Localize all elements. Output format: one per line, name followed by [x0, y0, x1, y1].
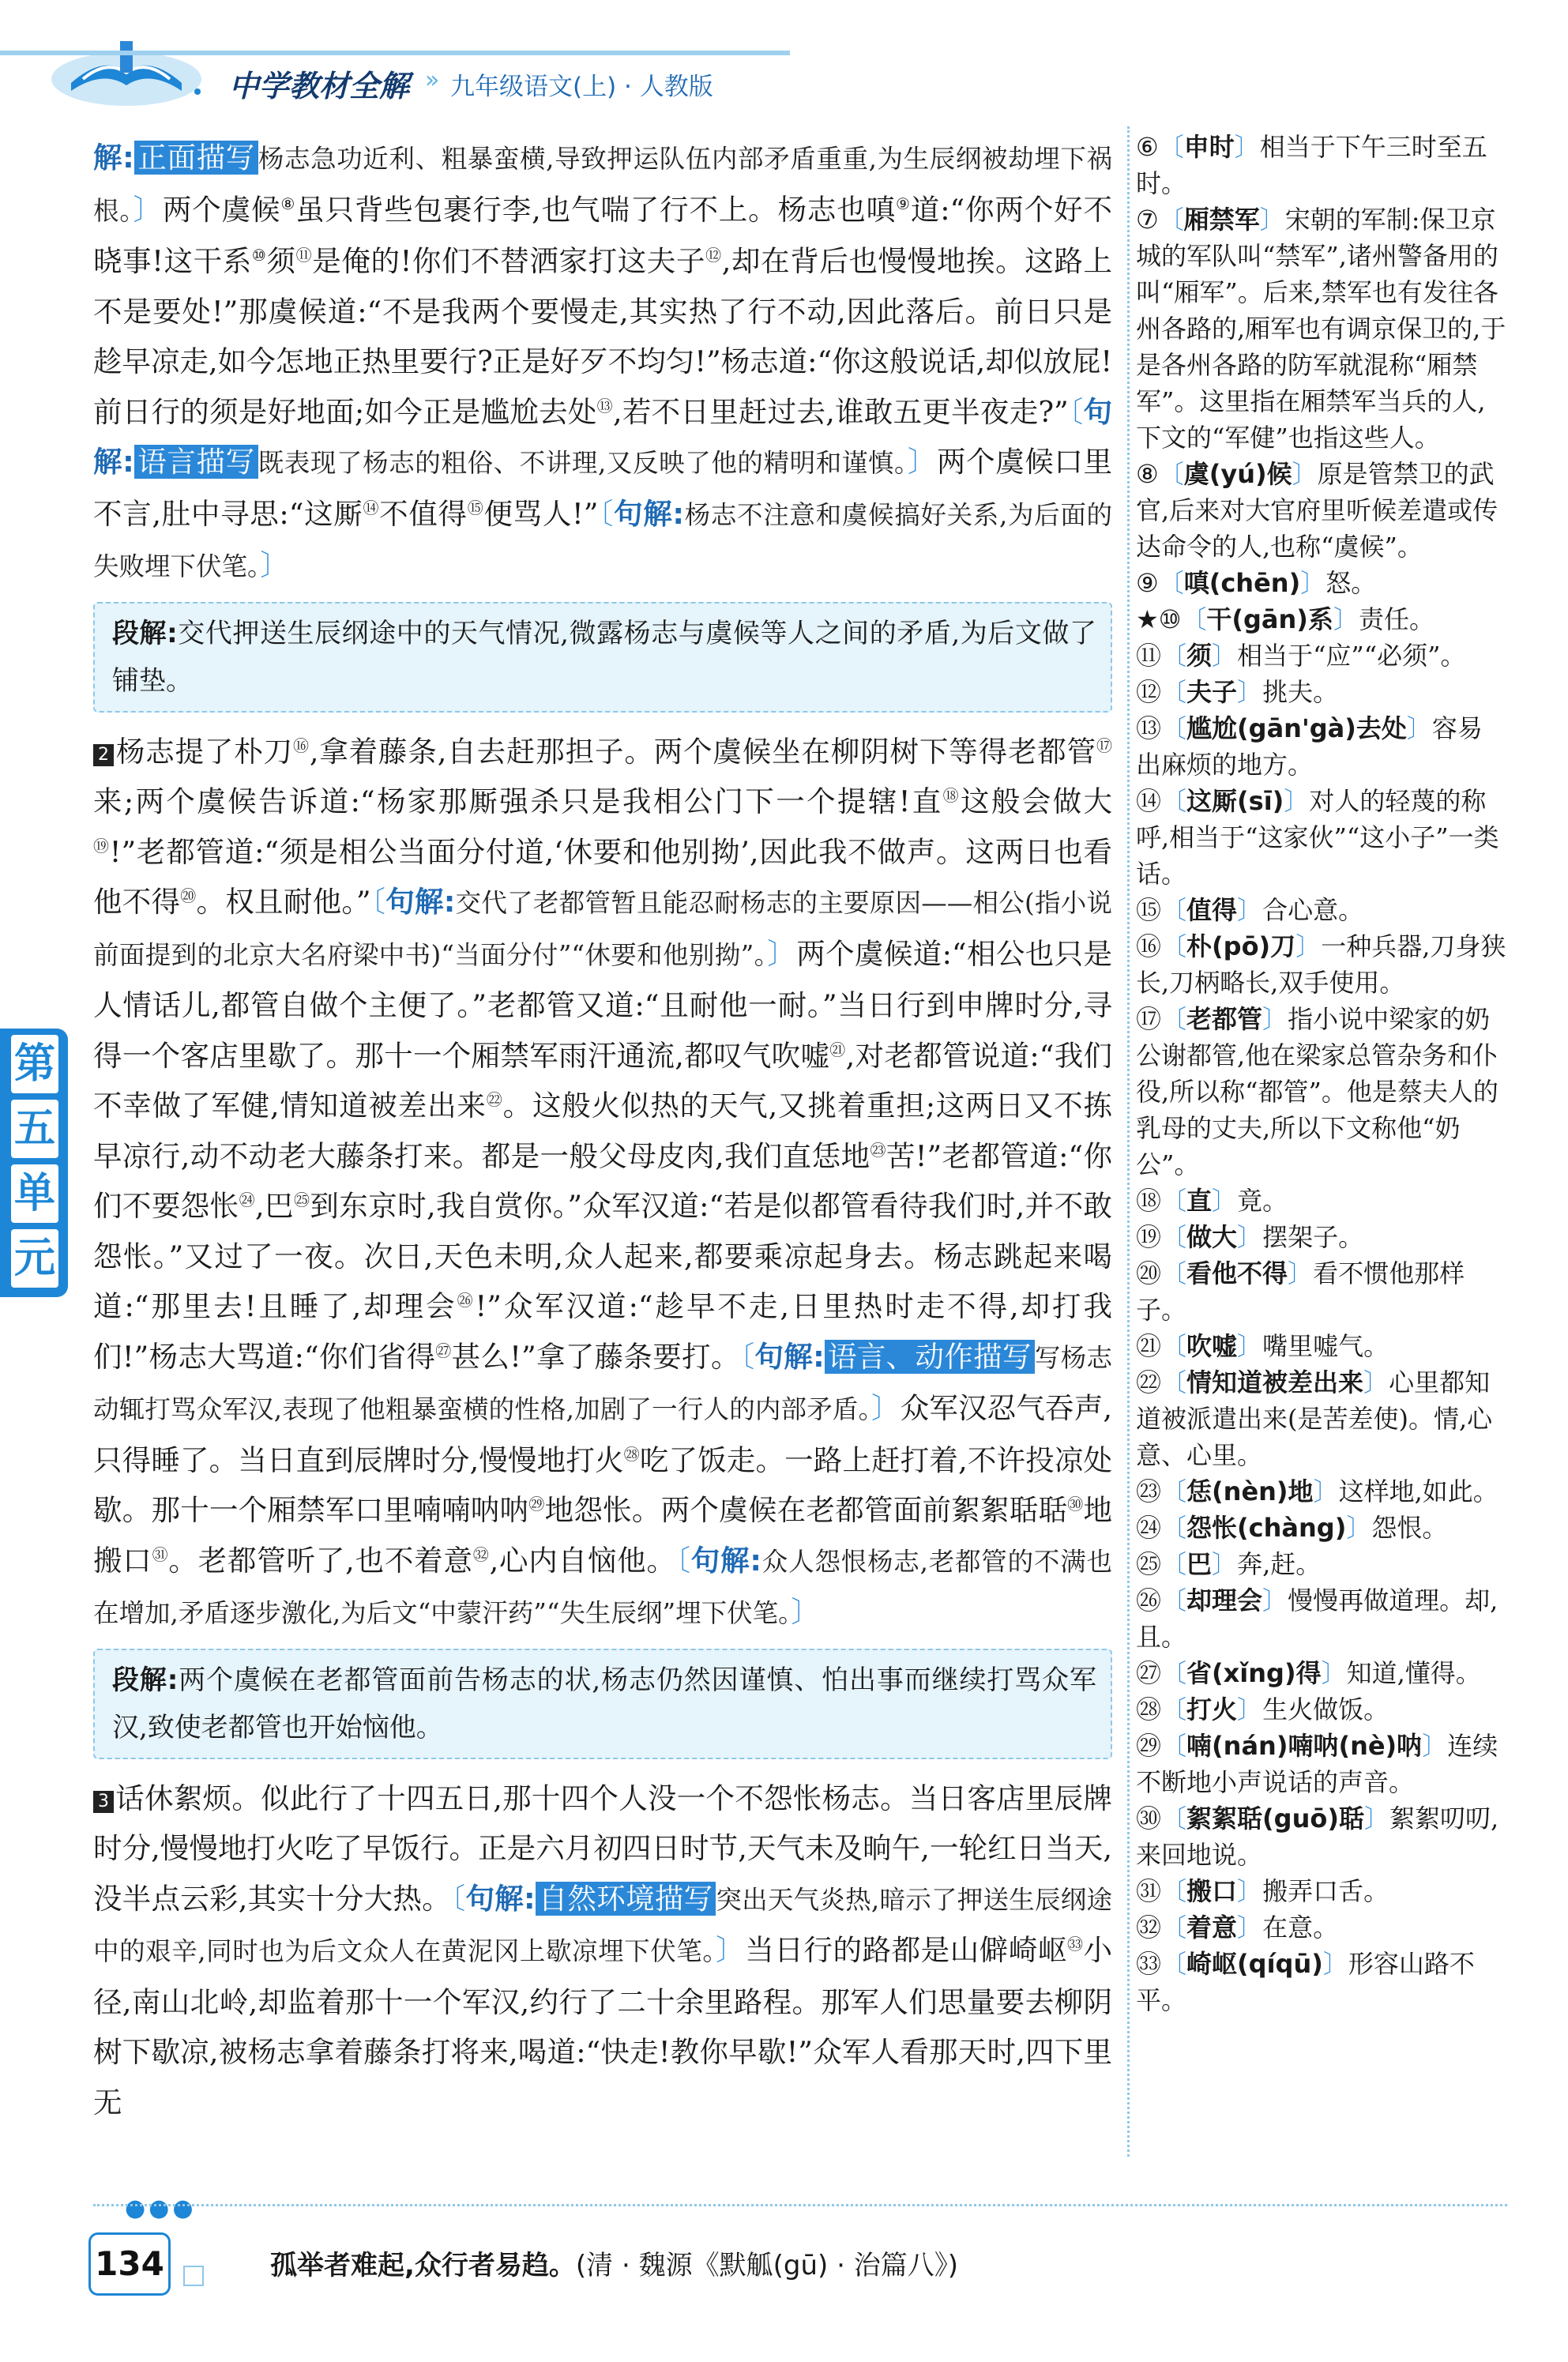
footnote-term: 省(xǐng)得 — [1186, 1658, 1322, 1688]
text-run: 两个虞候道:“相公也只是人情话儿,都管自做个主便了。”老都管又道:“且耐他一耐。”当日行到申牌时分,寻得一个客店里歇了。那十一个厢禁军雨汗通流,都叹气吹嘘 — [93, 936, 1112, 1073]
technique-tag: 正面描写 — [134, 141, 258, 175]
footnote-term: 打火 — [1186, 1694, 1238, 1724]
text-run: !”众军汉道:“趁早不走,日里热时走不得,却打我们!”杨志大骂道:“你们省得 — [93, 1289, 1112, 1374]
quote-text: 孤举者难起,众行者易趋。 — [270, 2250, 576, 2281]
unit-side-tab — [0, 1029, 68, 1297]
text-run: 不值得 — [379, 496, 468, 531]
text-run: ,对老都管说道:“我们不幸做了军健,情知道被差出来 — [93, 1038, 1113, 1123]
footnote-ref: ⑮ — [467, 498, 484, 517]
annotation-label: 句解: — [93, 394, 1113, 479]
series-title: 中学教材全解 — [229, 69, 410, 103]
footnote-item: ⑲〔做大〕摆架子。 — [1136, 1222, 1364, 1252]
footnote-ref: ⑪ — [295, 245, 313, 265]
text-run: ,心内自恼他。 — [489, 1543, 676, 1578]
footnote-term: 老都管 — [1186, 1004, 1263, 1034]
annotation-label: 句解: — [465, 1881, 536, 1916]
footnote-item: ㉗〔省(xǐng)得〕知道,懂得。 — [1136, 1658, 1481, 1688]
footnote-number: ⑦ — [1136, 205, 1159, 235]
footnote-number: ㉓ — [1136, 1476, 1162, 1506]
footnote-number: ⑫ — [1136, 677, 1162, 707]
footnote-item: ㉑〔吹嘘〕嘴里嘘气。 — [1136, 1331, 1389, 1361]
footnote-number: ㉙ — [1136, 1731, 1162, 1761]
book-subtitle: 九年级语文(上) · 人教版 — [450, 73, 713, 101]
annotation-text: 众人怨恨杨志,老都管的不满也在增加,矛盾逐步激化,为后文“中蒙汗药”“失生辰纲”埋下伏笔。 — [93, 1546, 1112, 1628]
square-icon — [183, 2266, 204, 2286]
footnote-ref: ㉗ — [435, 1341, 452, 1360]
quote-source: (清 · 魏源《默觚(gū) · 治篇八》) — [575, 2250, 958, 2281]
footnote-ref: ⑨ — [896, 194, 911, 213]
footnote-text: 絮絮叨叨,来回地说。 — [1136, 1803, 1499, 1870]
footnote-term: 做大 — [1186, 1222, 1238, 1252]
footnote-text: 看不惯他那样子。 — [1136, 1258, 1465, 1325]
paragraph-3: 3 话休絮烦。似此行了十四五日,那十四个人没一个不怨怅杨志。当日客店里辰牌时分,慢慢地打火吃了早饭行。正是六月初四日时节,天气未及晌午,一轮红日当天,没半点云彩,其实十分大热。〔句解: 自然环境描写 突出天气炎热,暗示了押送生辰纲途中的艰辛,同时也为后文众人在黄泥冈上歇凉埋下伏笔。〕当日行的路都是山僻崎岖$^㉝$小径,南山北岭,却监着那十一个军汉,约行了二十余里路程。那军人们思量要去柳阴树下歇凉,被杨志拿着藤条打将来,喝道:“快走!教你早歇!”众军人看那天时,四下里无 — [93, 1781, 1113, 2119]
footnote-item: ㉚〔絮絮聒(guō)聒〕絮絮叨叨,来回地说。 — [1136, 1803, 1499, 1870]
footnote-text: 怒。 — [1325, 568, 1377, 598]
footnote-term: 直 — [1186, 1186, 1213, 1216]
text-run: 。老都管听了,也不着意 — [168, 1543, 473, 1578]
footnote-term: 怨怅(chàng) — [1186, 1513, 1347, 1543]
footnote-ref: ⑫ — [705, 245, 722, 265]
footnote-number: ⑳ — [1136, 1258, 1162, 1288]
text-run: ,巴 — [255, 1189, 294, 1223]
text-run: 杨志提了朴刀 — [115, 734, 293, 769]
footnote-number: ⑧ — [1136, 459, 1159, 489]
footnote-term: 厢禁军 — [1183, 205, 1260, 235]
footnote-text: 这样地,如此。 — [1338, 1476, 1498, 1506]
text-run: 话休絮烦。似此行了十四五日,那十四个人没一个不怨怅杨志。当日客店里辰牌时分,慢慢地打火吃了早饭行。正是六月初四日时节,天气未及晌午,一轮红日当天,没半点云彩,其实十分大热。 — [93, 1781, 1112, 1916]
footnote-number: ★⑩ — [1136, 604, 1182, 634]
footnote-number: ⑬ — [1136, 713, 1162, 743]
footnote-text: 指小说中梁家的奶公谢都管,他在梁家总管杂务和仆役,所以称“都管”。他是蔡夫人的乳母的丈夫,所以下文称他“奶公”。 — [1136, 1004, 1498, 1179]
text-run: !”老都管道:“须是相公当面分付道,‘休要和他别拗’,因此我不做声。这两日也看他不得 — [93, 834, 1112, 919]
text-run: 众军汉忍气吞声,只得睡了。当日直到辰牌时分,慢慢地打火 — [93, 1391, 1113, 1477]
footnote-term: 须 — [1186, 641, 1213, 671]
column-divider — [1127, 126, 1130, 2157]
technique-tag: 语言、动作描写 — [825, 1340, 1035, 1374]
text-run: 当日行的路都是山僻崎岖 — [745, 1933, 1067, 1967]
footnote-text: 在意。 — [1262, 1913, 1339, 1943]
footnote-text: 心里都知道被派遣出来(是苦差使)。情,心意、心里。 — [1136, 1367, 1493, 1470]
technique-tag: 自然环境描写 — [536, 1882, 716, 1916]
footnote-item: ㉙〔喃(nán)喃呐(nè)呐〕连续不断地小声说话的声音。 — [1136, 1731, 1498, 1797]
text-run: 。这般火似热的天气,又挑着重担;这两日又不拣早凉行,动不动老大藤条打来。都是一般父母皮肉,我们直恁地 — [93, 1089, 1112, 1173]
footnote-item: ⑰〔老都管〕指小说中梁家的奶公谢都管,他在梁家总管杂务和仆役,所以称“都管”。他是蔡夫人的乳母的丈夫,所以下文称他“奶公”。 — [1136, 1004, 1498, 1179]
footnote-ref: ⑰ — [1096, 735, 1113, 755]
footnote-term: 这厮(sī) — [1186, 786, 1284, 816]
chevron-right-icon: » — [425, 66, 440, 94]
footnote-text: 连续不断地小声说话的声音。 — [1136, 1731, 1498, 1797]
footnote-number: ㉛ — [1136, 1876, 1162, 1906]
footnote-number: ㉕ — [1136, 1549, 1162, 1579]
footnote-ref: ㉒ — [486, 1089, 503, 1109]
text-run: 地搬口 — [93, 1493, 1113, 1578]
footnote-term: 虞(yú)候 — [1183, 459, 1292, 489]
text-run: ,若不日里赶过去,谁敢五更半夜走?” — [612, 394, 1069, 429]
footnote-text: 容易出麻烦的地方。 — [1136, 713, 1483, 780]
footnote-text: 相当于下午三时至五时。 — [1136, 132, 1487, 198]
footnote-ref: ㉙ — [528, 1494, 545, 1514]
footnote-number: ⑥ — [1136, 132, 1159, 162]
footnote-term: 却理会 — [1186, 1585, 1263, 1615]
footnote-item: ⑨〔嗔(chēn)〕怒。 — [1136, 568, 1377, 598]
footnote-term: 崎岖(qíqū) — [1186, 1949, 1323, 1979]
footnote-ref: ㉔ — [239, 1190, 256, 1209]
annotation-label: 句解: — [690, 1543, 761, 1578]
footnote-item: ㉛〔搬口〕搬弄口舌。 — [1136, 1876, 1389, 1906]
footnote-item: ⑥〔申时〕相当于下午三时至五时。 — [1136, 132, 1487, 198]
footnote-number: ㉘ — [1136, 1694, 1162, 1724]
footnote-text: 挑夫。 — [1262, 677, 1339, 707]
footnote-number: ⑨ — [1136, 568, 1159, 598]
footnote-term: 朴(pō)刀 — [1186, 931, 1296, 961]
footnote-item: ㉓〔恁(nèn)地〕这样地,如此。 — [1136, 1476, 1498, 1506]
text-run: 来;两个虞候告诉道:“杨家那厮强杀只是我相公门下一个提辖!直 — [93, 784, 943, 818]
footnote-text: 形容山路不平。 — [1136, 1949, 1475, 2015]
page-header — [0, 0, 1568, 107]
annotation-text: 写杨志动辄打骂众军汉,表现了他粗暴蛮横的性格,加剧了一行人的内部矛盾。 — [93, 1342, 1113, 1424]
footnote-term: 巴 — [1186, 1549, 1213, 1579]
footnotes-column — [1136, 129, 1507, 2018]
footnote-item: ⑬〔尴尬(gān'gà)去处〕容易出麻烦的地方。 — [1136, 713, 1483, 780]
footnote-text: 原是管禁卫的武官,后来对大官府里听候差遣或传达命令的人,也称“虞候”。 — [1136, 459, 1498, 562]
footnote-number: ㉗ — [1136, 1658, 1162, 1688]
footnote-term: 申时 — [1183, 132, 1235, 162]
text-run: 道:“你两个好不晓事!这干系 — [93, 192, 1113, 278]
footnote-ref: ⑱ — [942, 785, 961, 805]
footnote-term: 嗔(chēn) — [1183, 568, 1301, 598]
text-run: 须 — [266, 244, 296, 278]
technique-tag: 语言描写 — [134, 445, 258, 479]
text-run: 甚么!”拿了藤条要打。 — [451, 1339, 740, 1374]
footnote-text: 合心意。 — [1262, 895, 1364, 925]
footnote-text: 摆架子。 — [1262, 1222, 1364, 1252]
footnote-item: ⑪〔须〕相当于“应”“必须”。 — [1136, 641, 1466, 671]
paragraph-1: 解: 正面描写 杨志急功近利、粗暴蛮横,导致押运队伍内部矛盾重重,为生辰纲被劫埋下祸根。〕两个虞候⑧虽只背些包裹行李,也气喘了行不上。杨志也嗔⑨道:“你两个好不晓事!这干系⑩须⑪是俺的!你们不替洒家打这夫子⑫,却在背后也慢慢地挨。这路上不是要处!”那虞候道:“不是我两个要慢走,其实热了行不动,因此落后。前日只是趁早凉走,如今怎地正热里要行?正是好歹不均匀!”杨志道:“你这般说话,却似放屁!前日行的须是好地面;如今正是尴尬去处⑬,若不日里赶过去,谁敢五更半夜走?”〔句解: 语言描写 既表现了杨志的粗俗、不讲理,又反映了他的精明和谨慎。〕两个虞候口里不言,肚中寻思:“这厮⑭不值得⑮便骂人!”〔句解:杨志不注意和虞候搞好关系,为后面的失败埋下伏笔。〕 — [93, 141, 1113, 582]
paragraph-number: 3 — [93, 1791, 114, 1813]
paragraph-number: 2 — [93, 744, 114, 766]
annotation-text: 突出天气炎热,暗示了押送生辰纲途中的艰辛,同时也为后文众人在黄泥冈上歇凉埋下伏笔。 — [93, 1884, 1112, 1966]
annotation-text: 杨志急功近利、粗暴蛮横,导致押运队伍内部矛盾重重,为生辰纲被劫埋下祸根。 — [93, 144, 1112, 226]
footnote-term: 絮絮聒(guō)聒 — [1186, 1803, 1364, 1834]
footnote-ref: ㉓ — [870, 1140, 886, 1160]
footnote-text: 慢慢再做道理。却,且。 — [1136, 1585, 1498, 1652]
footnote-number: ㉑ — [1136, 1331, 1162, 1361]
annotation-text: 既表现了杨志的粗俗、不讲理,又反映了他的精明和谨慎。 — [258, 448, 908, 478]
footnote-text: 怨恨。 — [1371, 1513, 1448, 1543]
text-run: 。权且耐他。” — [196, 885, 371, 919]
footnote-ref: ⑭ — [363, 498, 380, 517]
footnote-term: 着意 — [1186, 1913, 1238, 1943]
footnote-ref: ㉝ — [1066, 1934, 1084, 1954]
text-run: 吃了饭走。一路上赶打着,不许投凉处歇。那十一个厢禁军口里喃喃呐呐 — [93, 1442, 1112, 1527]
footnote-ref: ㉘ — [623, 1444, 640, 1464]
footnote-term: 干(gān)系 — [1206, 604, 1333, 634]
footnote-item: ★⑩〔干(gān)系〕责任。 — [1136, 604, 1435, 634]
footnote-term: 恁(nèn)地 — [1186, 1476, 1314, 1506]
footnote-text: 责任。 — [1358, 604, 1435, 634]
section-summary-text: 两个虞候在老都管面前告杨志的状,杨志仍然因谨慎、怕出事而继续打骂众军汉,致使老都管也开始恼他。 — [112, 1664, 1096, 1743]
annotation-text: 交代了老都管暂且能忍耐杨志的主要原因——相公(指小说前面提到的北京大名府梁中书)“当面分付”“休要和他别拗”。 — [93, 888, 1113, 970]
footnote-item: ㉝〔崎岖(qíqū)〕形容山路不平。 — [1136, 1949, 1475, 2015]
footnote-item: ㉕〔巴〕奔,赶。 — [1136, 1549, 1322, 1579]
footnote-ref: ⑧ — [280, 194, 296, 213]
footnote-text: 嘴里嘘气。 — [1262, 1331, 1389, 1361]
footnote-ref: ⑲ — [93, 836, 110, 856]
footnote-item: ㉜〔着意〕在意。 — [1136, 1913, 1339, 1943]
footnote-item: ⑫〔夫子〕挑夫。 — [1136, 677, 1339, 707]
footnote-ref: ㉖ — [457, 1290, 476, 1310]
footnote-number: ⑰ — [1136, 1004, 1162, 1034]
footnote-ref: ⑯ — [293, 735, 310, 755]
text-run: 苦!”老都管道:“你们不要怨怅 — [93, 1138, 1112, 1223]
footnote-ref: ㉕ — [293, 1190, 310, 1209]
footnote-term: 喃(nán)喃呐(nè)呐 — [1186, 1731, 1423, 1761]
section-summary-box — [93, 1649, 1112, 1759]
footnote-number: ⑲ — [1136, 1222, 1162, 1252]
text-run: 到东京时,我自赏你。”众军汉道:“若是似都管看待我们时,并不敢怨怅。”又过了一夜。次日,天色未明,众人起来,都要乘凉起身去。杨志跳起来喝道:“那里去!且睡了,却理会 — [93, 1189, 1113, 1323]
annotation-label: 句解: — [754, 1339, 825, 1374]
footnote-term: 情知道被差出来 — [1186, 1367, 1364, 1397]
footnote-number: ⑯ — [1136, 931, 1162, 961]
footnote-item: ⑱〔直〕竟。 — [1136, 1186, 1288, 1216]
text-run: 是俺的!你们不替洒家打这夫子 — [312, 244, 706, 278]
footnote-term: 尴尬(gān'gà)去处 — [1186, 713, 1407, 743]
text-run: 这般会做大 — [961, 784, 1112, 818]
footnote-ref: ㉚ — [1067, 1494, 1084, 1514]
header-band — [0, 51, 790, 55]
footer-quote — [270, 2244, 958, 2282]
footnote-number: ㉜ — [1136, 1913, 1162, 1943]
footnote-item: ㉔〔怨怅(chàng)〕怨恨。 — [1136, 1513, 1448, 1543]
footnote-text: 相当于“应”“必须”。 — [1237, 641, 1466, 671]
footnote-number: ⑮ — [1136, 895, 1162, 925]
section-summary-label: 段解: — [112, 1664, 179, 1696]
footnote-ref: ㉛ — [152, 1544, 169, 1564]
book-logo-icon — [47, 24, 205, 111]
footnote-item: ⑯〔朴(pō)刀〕一种兵器,刀身狭长,刀柄略长,双手使用。 — [1136, 931, 1506, 998]
text-run: 虽只背些包裹行李,也气喘了行不上。杨志也嗔 — [295, 192, 897, 227]
footnote-term: 吹嘘 — [1186, 1331, 1238, 1361]
text-run: 便骂人!” — [483, 496, 599, 531]
annotation-text: 杨志不注意和虞候搞好关系,为后面的失败埋下伏笔。 — [93, 499, 1113, 581]
footnote-number: ㉔ — [1136, 1513, 1162, 1543]
section-summary-text: 交代押送生辰纲途中的天气情况,微露杨志与虞候等人之间的矛盾,为后文做了铺垫。 — [112, 617, 1096, 697]
annotation-label: 句解: — [385, 885, 456, 919]
footnote-item: ⑧〔虞(yú)候〕原是管禁卫的武官,后来对大官府里听候差遣或传达命令的人,也称“虞候”。 — [1136, 459, 1498, 562]
footnote-ref: ⑬ — [596, 396, 613, 416]
side-tab-char: 第 — [11, 1035, 58, 1093]
section-summary-box — [93, 602, 1112, 713]
footnote-number: ⑪ — [1136, 641, 1162, 671]
footnote-number: ㉚ — [1136, 1803, 1162, 1834]
footnote-text: 竟。 — [1237, 1186, 1288, 1216]
text-run: ,拿着藤条,自去赶那担子。两个虞候坐在柳阴树下等得老都管 — [309, 734, 1097, 769]
side-tab-char: 单 — [11, 1164, 58, 1223]
text-run: 地怨怅。两个虞候在老都管面前絮絮聒聒 — [544, 1493, 1068, 1527]
footnote-term: 值得 — [1186, 895, 1238, 925]
side-tab-char: 元 — [11, 1229, 58, 1288]
footnote-item: ⑳〔看他不得〕看不惯他那样子。 — [1136, 1258, 1465, 1325]
footnote-number: ㉝ — [1136, 1949, 1162, 1979]
footnote-number: ⑱ — [1136, 1186, 1162, 1216]
footnote-ref: ㉑ — [829, 1040, 846, 1059]
section-summary-label: 段解: — [112, 617, 178, 649]
footnote-term: 看他不得 — [1186, 1258, 1288, 1288]
side-tab-char: 五 — [11, 1100, 58, 1158]
annotation-label: 解: — [93, 141, 134, 175]
footnote-text: 宋朝的军制:保卫京城的军队叫“禁军”,诸州警备用的叫“厢军”。后来,禁军也有发往各州各路的,厢军也有调京保卫的,于是各州各路的防军就混称“厢禁军”。这里指在厢禁军当兵的人,下文的“军健”也指这些人。 — [1136, 205, 1506, 453]
footnote-ref: ⑳ — [180, 886, 197, 905]
footnote-number: ㉖ — [1136, 1585, 1162, 1615]
footnote-term: 搬口 — [1186, 1876, 1238, 1906]
footnote-text: 搬弄口舌。 — [1262, 1876, 1389, 1906]
footnote-text: 对人的轻蔑的称呼,相当于“这家伙”“这小子”一类话。 — [1136, 786, 1499, 889]
footnote-ref: ㉜ — [472, 1544, 490, 1564]
footnote-text: 一种兵器,刀身狭长,刀柄略长,双手使用。 — [1136, 931, 1506, 998]
footnote-item: ⑮〔值得〕合心意。 — [1136, 895, 1364, 925]
footer-rule — [93, 2204, 1507, 2206]
footnote-item: ⑦〔厢禁军〕宋朝的军制:保卫京城的军队叫“禁军”,诸州警备用的叫“厢军”。后来,禁军也有发往各州各路的,厢军也有调京保卫的,于是各州各路的防军就混称“厢禁军”。这里指在厢禁军当兵的人,下文的“军健”也指这些人。 — [1136, 205, 1506, 453]
text-run: ,却在背后也慢慢地挨。这路上不是要处!”那虞候道:“不是我两个要慢走,其实热了行不动,因此落后。前日只是趁早凉走,如今怎地正热里要行?正是好歹不均匀!”杨志道:“你这般说话,却似放屁!前日行的须是好地面;如今正是尴尬去处 — [93, 244, 1113, 429]
footnote-text: 生火做饭。 — [1262, 1694, 1389, 1724]
footnote-item: ㉒〔情知道被差出来〕心里都知道被派遣出来(是苦差使)。情,心意、心里。 — [1136, 1367, 1493, 1470]
text-run: 小径,南山北岭,却监着那十一个军汉,约行了二十余里路程。那军人们思量要去柳阴树下歇凉,被杨志拿着藤条打将来,喝道:“快走!教你早歇!”众军人看那天时,四下里无 — [93, 1933, 1113, 2119]
footnote-number: ㉒ — [1136, 1367, 1162, 1397]
footnote-item: ㉖〔却理会〕慢慢再做道理。却,且。 — [1136, 1585, 1498, 1652]
footer-dots: ●●● — [125, 2195, 197, 2222]
main-text-column — [93, 133, 1112, 2155]
text-run: 两个虞候 — [162, 192, 281, 227]
footnote-ref: ⑩ — [251, 245, 267, 265]
footnote-term: 夫子 — [1186, 677, 1238, 707]
footnote-text: 知道,懂得。 — [1346, 1658, 1481, 1688]
footnote-text: 奔,赶。 — [1237, 1549, 1322, 1579]
text-run: 两个虞候口里不言,肚中寻思:“这厮 — [93, 445, 1112, 531]
footnote-number: ⑭ — [1136, 786, 1162, 816]
annotation-label: 句解: — [614, 496, 684, 531]
page-number: 134 — [88, 2232, 171, 2296]
footnote-item: ㉘〔打火〕生火做饭。 — [1136, 1694, 1389, 1724]
paragraph-2: 2 杨志提了朴刀⑯,拿着藤条,自去赶那担子。两个虞候坐在柳阴树下等得老都管⑰来;两个虞候告诉道:“杨家那厮强杀只是我相公门下一个提辖!直⑱这般会做大⑲!”老都管道:“须是相公当面分付道,‘休要和他别拗’,因此我不做声。这两日也看他不得⑳。权且耐他。”〔句解:交代了老都管暂且能忍耐杨志的主要原因——相公(指小说前面提到的北京大名府梁中书)“当面分付”“休要和他别拗”。〕两个虞候道:“相公也只是人情话儿,都管自做个主便了。”老都管又道:“且耐他一耐。”当日行到申牌时分,寻得一个客店里歇了。那十一个厢禁军雨汗通流,都叹气吹嘘$^㉑$,对老都管说道:“我们不幸做了军健,情知道被差出来$^㉒$。这般火似热的天气,又挑着重担;这两日又不拣早凉行,动不动老大藤条打来。都是一般父母皮肉,我们直恁地$^㉓$苦!”老都管道:“你们不要怨怅$^㉔$,巴$^㉕$到东京时,我自赏你。”众军汉道:“若是似都管看待我们时,并不敢怨怅。”又过了一夜。次日,天色未明,众人起来,都要乘凉起身去。杨志跳起来喝道:“那里去!且睡了,却理会$^㉖$!”众军汉道:“趁早不走,日里热时走不得,却打我们!”杨志大骂道:“你们省得$^㉗$甚么!”拿了藤条要打。〔句解: 语言、动作描写 写杨志动辄打骂众军汉,表现了他粗暴蛮横的性格,加剧了一行人的内部矛盾。〕众军汉忍气吞声,只得睡了。当日直到辰牌时分,慢慢地打火$^㉘$吃了饭走。一路上赶打着,不许投凉处歇。那十一个厢禁军口里喃喃呐呐$^㉙$地怨怅。两个虞候在老都管面前絮絮聒聒$^㉚$地搬口$^㉛$。老都管听了,也不着意$^㉜$,心内自恼他。〔句解:众人怨恨杨志,老都管的不满也在增加,矛盾逐步激化,为后文“中蒙汗药”“失生辰纲”埋下伏笔。〕 — [93, 734, 1113, 1629]
footnote-item: ⑭〔这厮(sī)〕对人的轻蔑的称呼,相当于“这家伙”“这小子”一类话。 — [1136, 786, 1499, 889]
